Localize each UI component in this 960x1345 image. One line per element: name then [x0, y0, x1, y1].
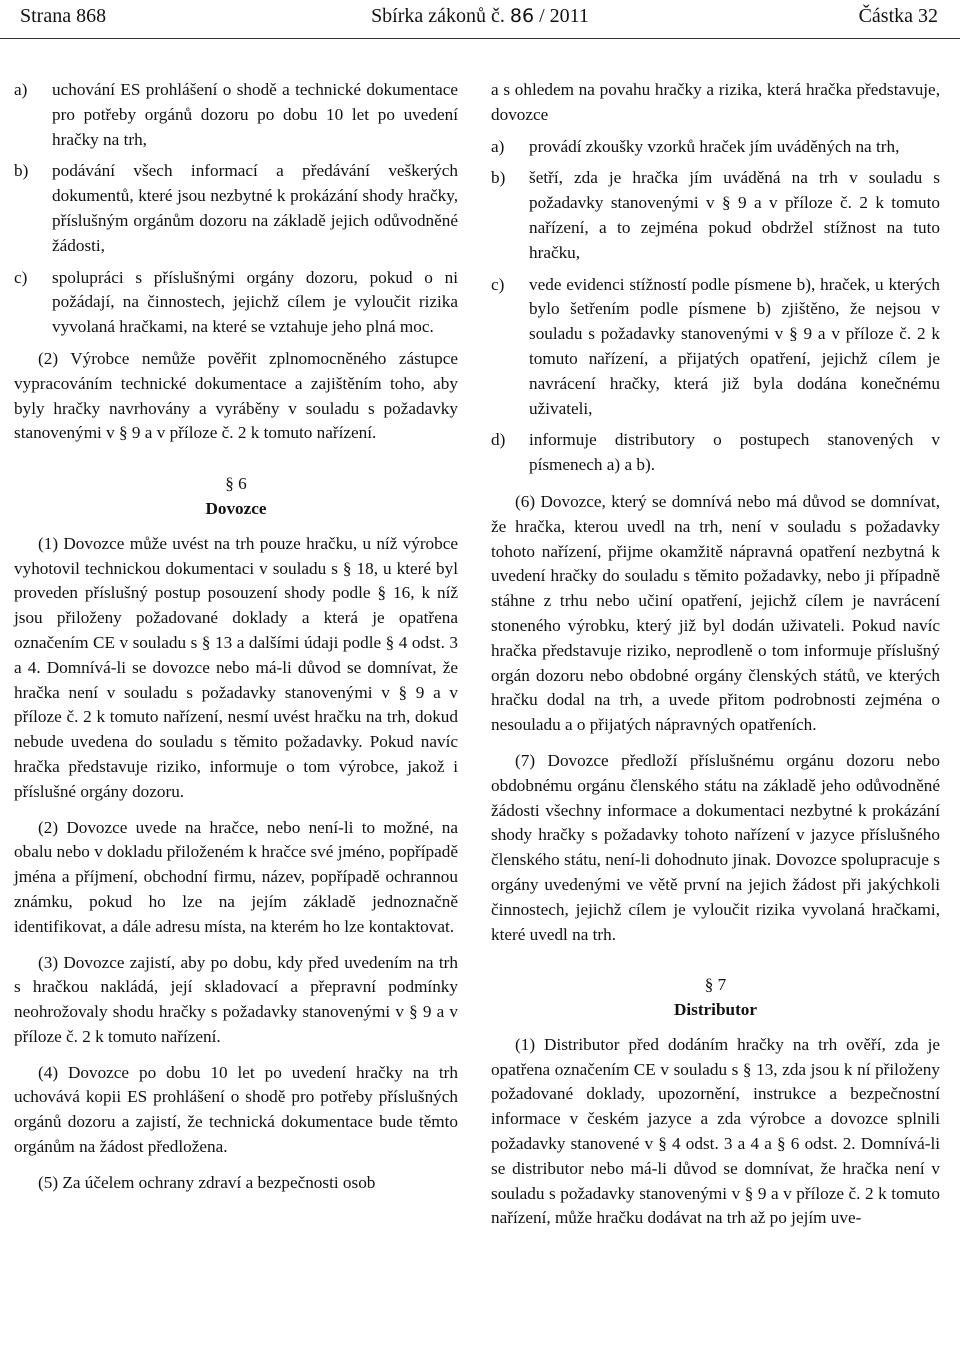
page-header [0, 0, 960, 39]
section-title: Distributor [673, 1000, 758, 1020]
list-item [14, 159, 458, 258]
list-item [491, 166, 940, 265]
list-item-text: uchování ES prohlášení o shodě a technické dokumentace pro potřeby orgánů dozoru po dobu 10 let po uvedení hračky na trh, [52, 80, 458, 149]
part-number: Částka 32 [858, 5, 938, 27]
list-item-text: provádí zkoušky vzorků hraček jím uváděných na trh, [529, 136, 900, 156]
section-title: Dovozce [205, 498, 267, 518]
paragraph: (2) Výrobce nemůže pověřit zplnomocněného zástupce vypracováním technické dokumentace a zajištěním toho, aby byly hračky navrhovány a vyráběny v souladu s požadavky stanovenými v § 9 a v příloze č. 2 k tomuto nařízení. [14, 348, 458, 443]
collection-reference [0, 5, 960, 28]
paragraph: (1) Dovozce může uvést na trh pouze hračku, u níž výrobce vyhotovil technickou dokumentaci v souladu s § 18, u které byl proveden příslušný postup posouzení shody podle § 16, k níž jsou přiloženy požadované doklady a která je opatřena označením CE v souladu s § 13 a dalšími údaji podle § 4 odst. 3 a 4. Domnívá-li se dovozce nebo má-li důvod se domnívat, že hračka není v souladu s požadavky stanovenými v § 9 a v příloze č. 2 k tomuto nařízení, nesmí uvést hračku na trh, dokud nebude uvedena do souladu s těmito požadavky. Pokud navíc hračka představuje riziko, informuje o tom výrobce, jakož i příslušné orgány dozoru. [14, 533, 458, 801]
paragraph: (2) Dovozce uvede na hračce, nebo není-li to možné, na obalu nebo v dokladu přiloženém k hračce své jméno, popřípadě jména a příjmení, obchodní firmu, název, popřípadě ochrannou známku, pokud ho lze na jejím základě jednoznačně identifikovat, a dále adresu místa, na kterém ho lze kontaktovat. [14, 817, 458, 936]
collection-suffix: / 2011 [534, 5, 589, 27]
page-number: Strana 868 [20, 5, 107, 27]
list-item-text: vede evidenci stížností podle písmene b), hraček, u kterých bylo šetřením podle písmene b) zjištěno, že nejsou v souladu s požadavky stanovenými v § 9 a v příloze č. 2 k tomuto nařízení, a přijatých opatření, jejichž cílem je navrácení hračky, která již byla dodána konečnému uživateli, [529, 274, 940, 418]
list-item [491, 428, 940, 478]
list-item-label: d) [491, 430, 506, 450]
list-item-label: a) [491, 136, 505, 156]
list-item [491, 273, 940, 422]
left-column [14, 78, 458, 1207]
list-item-label: b) [491, 168, 506, 188]
list-item-label: c) [491, 274, 505, 294]
list-item-label: b) [14, 161, 29, 181]
list-item-text: podávání všech informací a předávání veškerých dokumentů, které jsou nezbytné k prokázání shody hračky, příslušným orgánům dozoru na základě jejich odůvodněné žádosti, [52, 161, 458, 255]
right-column [491, 78, 940, 1242]
collection-prefix: Sbírka zákonů č. [371, 5, 510, 27]
paragraph: (1) Distributor před dodáním hračky na trh ověří, zda je opatřena označením CE v souladu s § 13, zda jsou k ní přiloženy požadované doklady, upozornění, instrukce a bezpečnostní informace v českém jazyce a zda výrobce a dovozce splnili požadavky stanovené v § 4 odst. 3 a 4 a § 6 odst. 2. Domnívá-li se distributor nebo má-li důvod se domnívat, že hračka není v souladu s požadavky stanovenými v § 9 a v příloze č. 2 k tomuto nařízení, může hračku dodávat na trh až po jejím uve- [491, 1034, 940, 1228]
law-number: 86 [509, 5, 535, 27]
list-item-label: a) [14, 80, 28, 99]
list-item [14, 78, 458, 152]
list-item-text: šetří, zda je hračka jím uváděná na trh v souladu s požadavky stanovenými v § 9 a v příloze č. 2 k tomuto nařízení, a to zejména pokud obdržel stížnost na tuto hračku, [529, 168, 940, 262]
section-number: § 7 [704, 975, 727, 995]
list-item-text: informuje distributory o postupech stanovených v písmenech a) a b). [529, 430, 940, 475]
paragraph: (7) Dovozce předloží příslušnému orgánu dozoru nebo obdobnému orgánu členského státu na základě jeho odůvodněné žádosti všechny informace a dokumentaci nezbytné k prokázání shody hračky s požadavky tohoto nařízení v jazyce příslušného členského státu, není-li dohodnuto jinak. Dovozce spolupracuje s orgány uvedenými ve větě první na jejich žádost při jakýchkoli činnostech, jejichž cílem je vyloučit rizika vyvolaná hračkami, které uvedl na trh. [491, 750, 940, 944]
list-item-text: spolupráci s příslušnými orgány dozoru, pokud o ni požádají, na činnostech, jejichž cílem je vyloučit rizika vyvolaná hračkami, na které se vztahuje jeho plná moc. [52, 267, 458, 337]
list-item [491, 135, 940, 160]
paragraph: a s ohledem na povahu hračky a rizika, která hračka představuje, dovozce [491, 80, 940, 124]
list-item-label: c) [14, 267, 28, 287]
paragraph: (6) Dovozce, který se domnívá nebo má důvod se domnívat, že hračka, kterou uvedl na trh, není v souladu s požadavky tohoto nařízení, přijme okamžitě nápravná opatření nezbytná k uvedení hračky do souladu s těmito požadavky, nebo ji případně stáhne z trhu nebo učiní opatření, jejichž cílem je navrácení stoneného výrobku, který již byl dodán uživateli. Pokud navíc hračka představuje riziko, neprodleně o tom informuje příslušný orgán dozoru nebo obdobné orgány členských států, ve kterých hračku dodal na trh, a uvede přitom podrobnosti zejména o nesouladu a o přijatých nápravných opatřeních. [491, 491, 940, 735]
list-item [14, 266, 458, 340]
section-number: § 6 [225, 474, 247, 494]
paragraph: (5) Za účelem ochrany zdraví a bezpečnosti osob [38, 1172, 376, 1192]
paragraph: (3) Dovozce zajistí, aby po dobu, kdy před uvedením na trh s hračkou nakládá, její skladovací a přepravní podmínky neohrožovaly shodu hračky s požadavky stanovenými v § 9 a v příloze č. 2 k tomuto nařízení. [14, 952, 458, 1046]
paragraph: (4) Dovozce po dobu 10 let po uvedení hračky na trh uchovává kopii ES prohlášení o shodě pro potřeby příslušných orgánů dozoru a zajistí, že technická dokumentace bude těmto orgánům na žádost předložena. [14, 1062, 458, 1157]
